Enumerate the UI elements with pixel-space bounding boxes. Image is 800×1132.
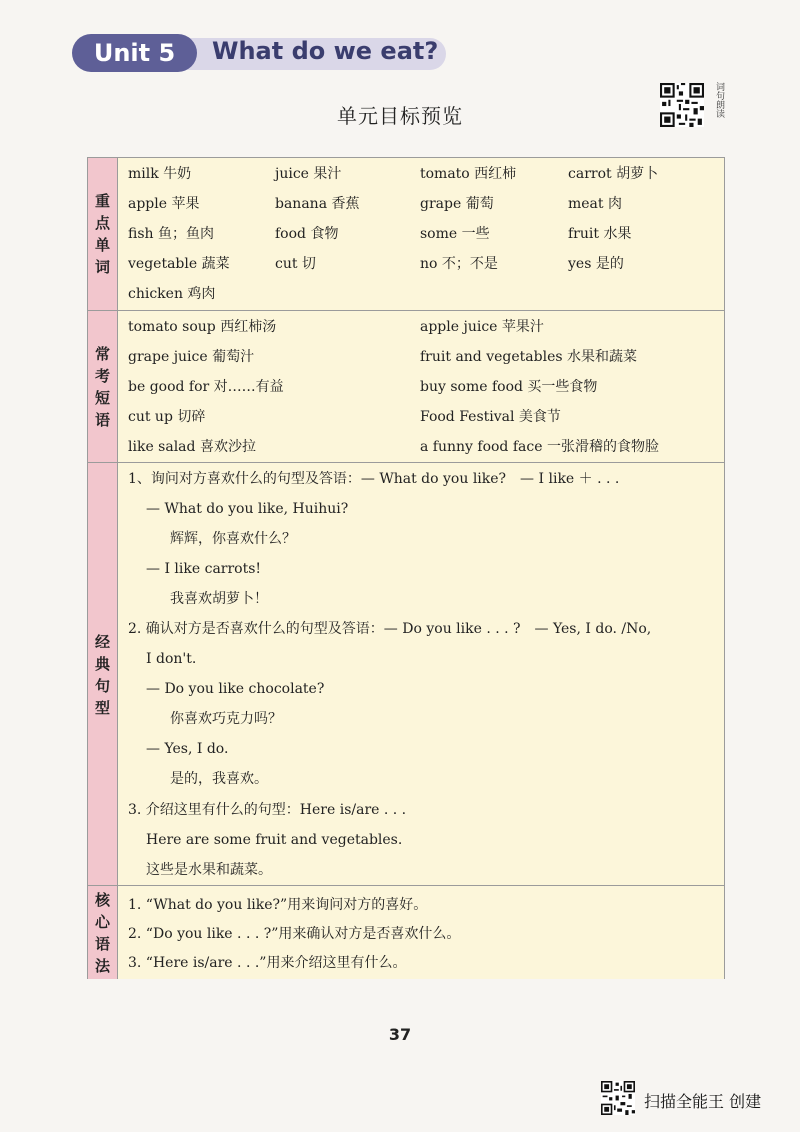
sentence-line: I don't. <box>146 651 197 667</box>
sentences-content <box>118 463 724 886</box>
scanner-watermark: 扫描全能王 创建 <box>644 1092 762 1111</box>
vocab-word: milk 牛奶 <box>128 166 192 182</box>
vocab-label: 重点单词 <box>88 158 118 310</box>
vocab-word: carrot 胡萝卜 <box>568 166 659 182</box>
sentence-line: — What do you like, Huihui? <box>146 501 349 517</box>
unit-badge: Unit 5 <box>72 34 197 72</box>
sentence-line: — Do you like chocolate? <box>146 681 325 697</box>
phrases-label: 常考短语 <box>88 311 118 463</box>
vocab-word: vegetable 蔬菜 <box>128 256 230 272</box>
vocab-word: banana 香蕉 <box>275 196 360 212</box>
vocab-row <box>88 158 724 310</box>
phrase: tomato soup 西红柿汤 <box>128 319 277 335</box>
grammar-label: 核心语法 <box>88 886 118 979</box>
unit-goals-table <box>87 157 725 979</box>
phrase: cut up 切碎 <box>128 409 206 425</box>
phrase: be good for 对……有益 <box>128 379 284 395</box>
qr-side-label: 词句朗读 <box>714 82 724 118</box>
page-number: 37 <box>388 1025 412 1044</box>
vocab-word: fish 鱼；鱼肉 <box>128 226 214 242</box>
sentence-line: 2. 确认对方是否喜欢什么的句型及答语：— Do you like . . . ? — Yes, I do. /No, <box>128 621 652 637</box>
phrase: like salad 喜欢沙拉 <box>128 439 256 455</box>
unit-header <box>72 32 452 72</box>
phrase: buy some food 买一些食物 <box>420 379 598 395</box>
phrase: a funny food face 一张滑稽的食物脸 <box>420 439 659 455</box>
sentence-line: 1、询问对方喜欢什么的句型及答语：— What do you like? — I like ＋ . . . <box>128 471 620 487</box>
vocab-word: meat 肉 <box>568 196 622 212</box>
vocab-word: some 一些 <box>420 226 490 242</box>
sentence-line: — Yes, I do. <box>146 741 229 757</box>
phrase: Food Festival 美食节 <box>420 409 561 425</box>
vocab-word: apple 苹果 <box>128 196 200 212</box>
sentences-row <box>88 462 724 886</box>
grammar-line: 2. “Do you like . . . ?”用来确认对方是否喜欢什么。 <box>128 926 461 942</box>
vocab-word: juice 果汁 <box>275 166 342 182</box>
qr-code-icon <box>601 1081 635 1115</box>
phrase: grape juice 葡萄汁 <box>128 349 255 365</box>
grammar-line: 1. “What do you like?”用来询问对方的喜好。 <box>128 897 428 913</box>
sentence-line: 我喜欢胡萝卜！ <box>170 591 268 607</box>
section-title: 单元目标预览 <box>337 104 463 128</box>
sentence-line: 是的，我喜欢。 <box>170 771 268 787</box>
vocab-word: cut 切 <box>275 256 316 272</box>
phrase: fruit and vegetables 水果和蔬菜 <box>420 349 637 365</box>
vocab-word: fruit 水果 <box>568 226 632 242</box>
vocab-word: yes 是的 <box>568 256 624 272</box>
vocab-word: food 食物 <box>275 226 339 242</box>
vocab-word: no 不；不是 <box>420 256 498 272</box>
grammar-line: 3. “Here is/are . . .”用来介绍这里有什么。 <box>128 955 407 971</box>
phrases-row <box>88 310 724 463</box>
sentence-line: Here are some fruit and vegetables. <box>146 832 403 848</box>
sentences-label: 经典句型 <box>88 463 118 886</box>
grammar-content <box>118 886 724 979</box>
vocab-content <box>118 158 724 310</box>
phrases-content <box>118 311 724 463</box>
vocab-word: chicken 鸡肉 <box>128 286 216 302</box>
vocab-word: grape 葡萄 <box>420 196 494 212</box>
sentence-line: — I like carrots! <box>146 561 262 577</box>
qr-code-icon[interactable] <box>660 83 704 127</box>
sentence-line: 这些是水果和蔬菜。 <box>146 862 272 878</box>
grammar-row <box>88 885 724 979</box>
sentence-line: 辉辉，你喜欢什么？ <box>170 531 296 547</box>
unit-title: What do we eat? <box>212 37 439 65</box>
vocab-word: tomato 西红柿 <box>420 166 517 182</box>
sentence-line: 你喜欢巧克力吗？ <box>170 711 282 727</box>
phrase: apple juice 苹果汁 <box>420 319 544 335</box>
sentence-line: 3. 介绍这里有什么的句型：Here is/are . . . <box>128 802 407 818</box>
